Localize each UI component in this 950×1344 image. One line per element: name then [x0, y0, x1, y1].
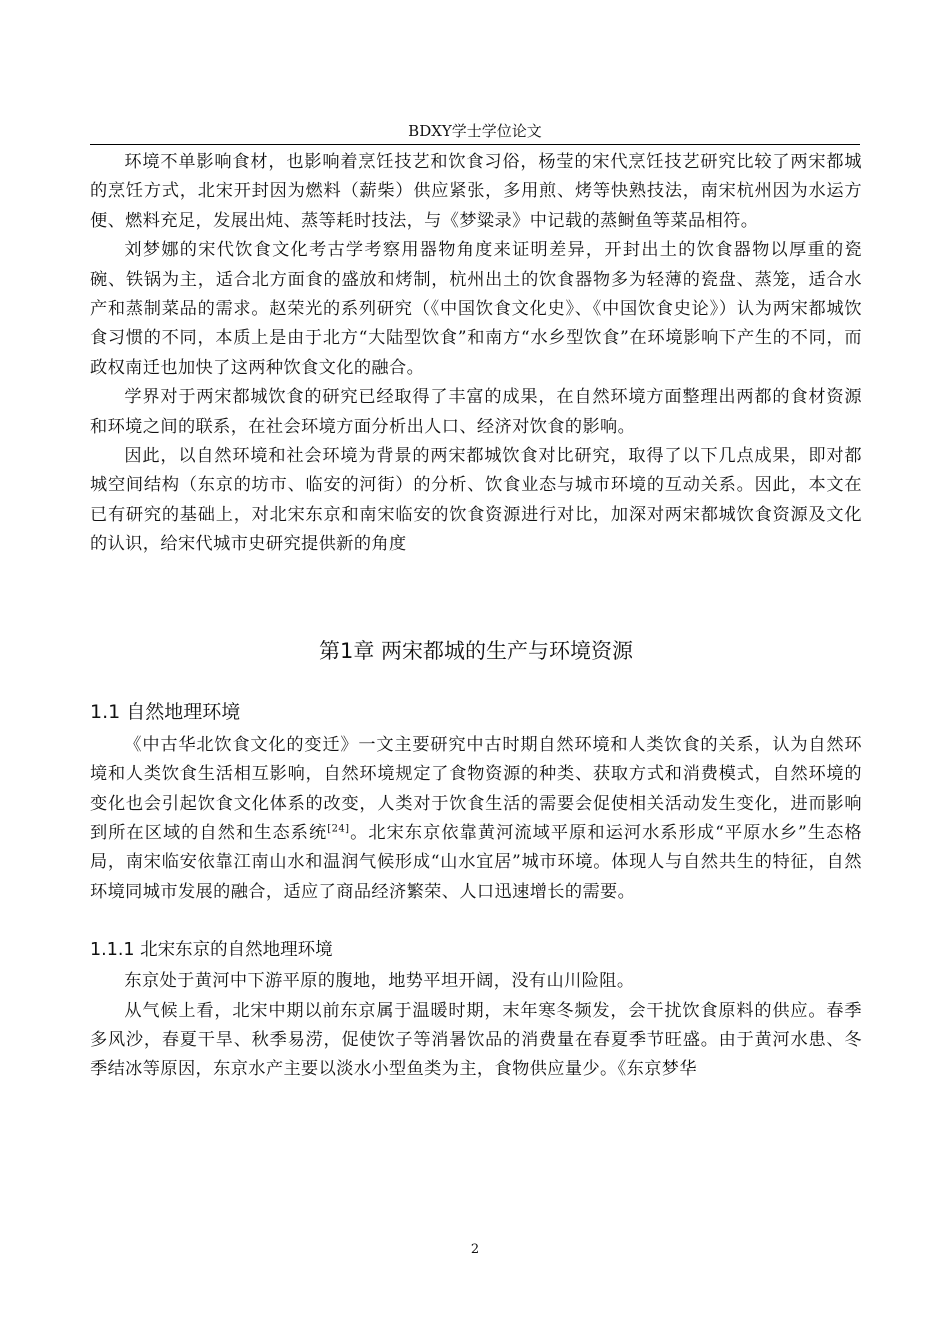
paragraph-text: 《中古华北饮食文化的变迁》一文主要研究中古时期自然环境和人类饮食的关系，认为自然环境和人类饮食生活相互影响，自然环境规定了食物资源的种类、获取方式和消费模式，自然环境的变化也会引起饮食文化体系的改变，人类对于饮食生活的需要会促使相关活动发生变化，进而影响到所在区域的自然和生态系统: [90, 734, 862, 843]
citation-reference[interactable]: [24]: [327, 823, 350, 835]
document-body: [90, 148, 862, 1085]
paragraph-text: 。北宋东京依靠黄河流域平原和运河水系形成“平原水乡”生态格局，南宋临安依靠江南山水和温润气候形成“山水宜居”城市环境。体现人与自然共生的特征，自然环境同城市发展的融合，适应了商品经济繁荣、人口迅速增长的需要。: [90, 822, 862, 902]
body-paragraph: 刘梦娜的宋代饮食文化考古学考察用器物角度来证明差异，开封出土的饮食器物以厚重的瓷碗、铁锅为主，适合北方面食的盛放和烤制，杭州出土的饮食器物多为轻薄的瓷盘、蒸笼，适合水产和蒸制菜品的需求。赵荣光的系列研究（《中国饮食文化史》、《中国饮食史论》）认为两宋都城饮食习惯的不同，本质上是由于北方“大陆型饮食”和南方“水乡型饮食”在环境影响下产生的不同，而政权南迁也加快了这两种饮食文化的融合。: [90, 240, 862, 378]
body-paragraph: [90, 731, 862, 907]
header-divider: [90, 144, 860, 145]
page-number: 2: [470, 1242, 480, 1257]
running-header: BDXY学士学位论文: [408, 122, 542, 140]
body-paragraph: 学界对于两宋都城饮食的研究已经取得了丰富的成果，在自然环境方面整理出两都的食材资源和环境之间的联系，在社会环境方面分析出人口、经济对饮食的影响。: [90, 387, 862, 437]
subsection-heading: 1.1.1 北宋东京的自然地理环境: [90, 940, 333, 961]
body-paragraph: 环境不单影响食材，也影响着烹饪技艺和饮食习俗，杨莹的宋代烹饪技艺研究比较了两宋都城的烹饪方式，北宋开封因为燃料（薪柴）供应紧张，多用煎、烤等快熟技法，南宋杭州因为水运方便、燃料充足，发展出炖、蒸等耗时技法，与《梦粱录》中记载的蒸鲥鱼等菜品相符。: [90, 152, 862, 231]
body-paragraph: 东京处于黄河中下游平原的腹地，地势平坦开阔，没有山川险阻。: [124, 971, 635, 992]
body-paragraph: 从气候上看，北宋中期以前东京属于温暖时期，末年寒冬频发，会干扰饮食原料的供应。春季多风沙，春夏干旱、秋季易涝，促使饮子等消暑饮品的消费量在春夏季节旺盛。由于黄河水患、冬季结冰等原因，东京水产主要以淡水小型鱼类为主，食物供应量少。《东京梦华: [90, 1000, 862, 1080]
body-paragraph: 因此，以自然环境和社会环境为背景的两宋都城饮食对比研究，取得了以下几点成果，即对都城空间结构（东京的坊市、临安的河街）的分析、饮食业态与城市环境的互动关系。因此，本文在已有研究的基础上，对北宋东京和南宋临安的饮食资源进行对比，加深对两宋都城饮食资源及文化的认识，给宋代城市史研究提供新的角度: [90, 446, 862, 555]
section-heading: 1.1 自然地理环境: [90, 700, 241, 723]
chapter-heading: 第1章 两宋都城的生产与环境资源: [318, 638, 634, 663]
